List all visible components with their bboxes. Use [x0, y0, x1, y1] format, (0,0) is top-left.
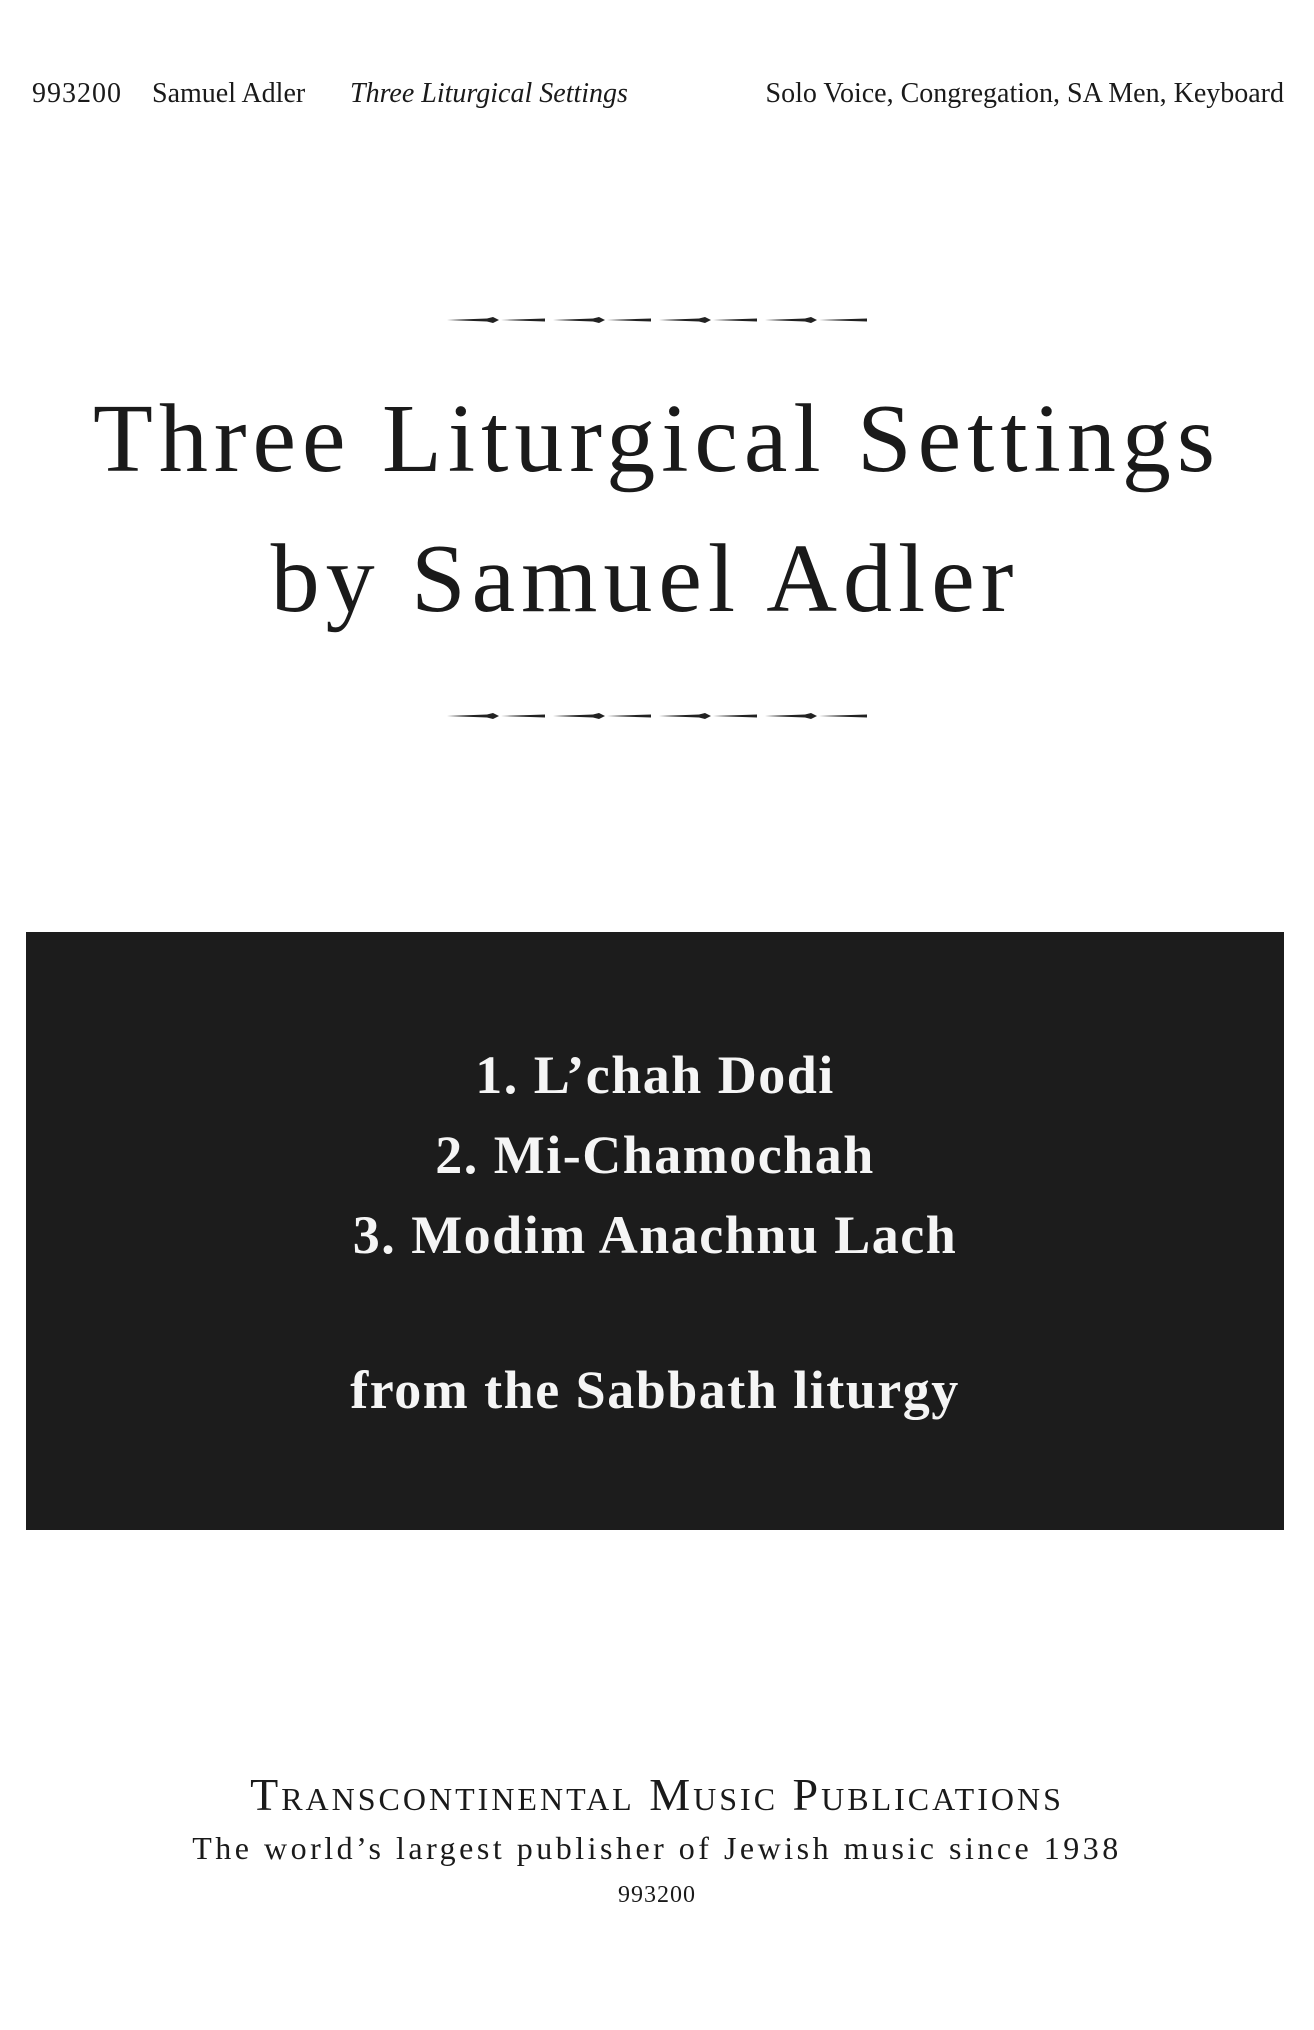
publisher-name: Transcontinental Music Publications — [250, 1769, 1064, 1820]
bottom-ornament-rule — [0, 710, 1314, 722]
header-voicing: Solo Voice, Congregation, SA Men, Keyboard — [765, 78, 1284, 109]
contents-source: from the Sabbath liturgy — [350, 1360, 960, 1420]
contents-box — [26, 932, 1284, 1530]
header-composer: Samuel Adler — [152, 78, 306, 109]
header-catalog-number: 993200 — [32, 78, 122, 109]
contents-item-3: 3. Modim Anachnu Lach — [352, 1205, 958, 1265]
contents-item-1: 1. L’chah Dodi — [475, 1045, 835, 1105]
top-ornament-rule — [0, 314, 1314, 326]
footer-catalog-number: 993200 — [618, 1882, 696, 1908]
running-header — [32, 78, 1284, 118]
main-title-line2: by Samuel Adler — [270, 525, 1020, 633]
header-work-title: Three Liturgical Settings — [350, 78, 628, 109]
publisher-tagline: The world’s largest publisher of Jewish music since 1938 — [192, 1830, 1122, 1866]
main-title-line1: Three Liturgical Settings — [93, 385, 1221, 493]
contents-item-2: 2. Mi-Chamochah — [435, 1125, 875, 1185]
